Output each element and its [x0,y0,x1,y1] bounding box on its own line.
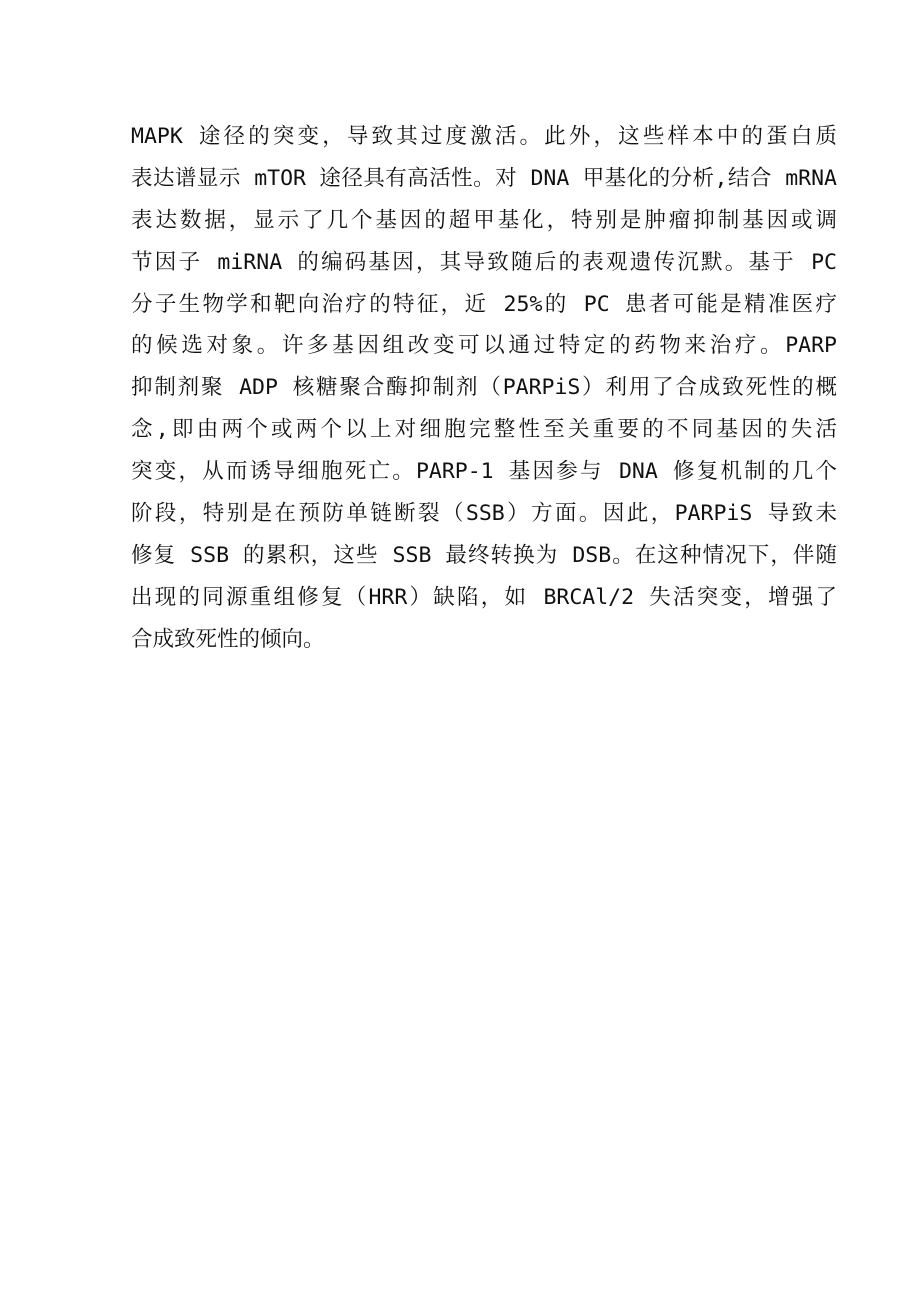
text-line: 阶段，特别是在预防单链断裂（SSB）方面。因此，PARPiS 导致未 [131,501,837,527]
text-line: 修复 SSB 的累积，这些 SSB 最终转换为 DSB。在这种情况下，伴随 [131,542,837,568]
text-line: 出现的同源重组修复（HRR）缺陷，如 BRCAl/2 失活突变，增强了 [131,584,837,610]
text-line: 表达谱显示 mTOR 途径具有高活性。对 DNA 甲基化的分析,结合 mRNA [131,165,837,191]
text-line: 抑制剂聚 ADP 核糖聚合酶抑制剂（PARPiS）利用了合成致死性的概 [131,375,837,401]
text-line: 的候选对象。许多基因组改变可以通过特定的药物来治疗。PARP [131,333,837,359]
text-line: 表达数据，显示了几个基因的超甲基化，特别是肿瘤抑制基因或调 [131,207,837,233]
body-paragraph [131,116,837,661]
text-line: 分子生物学和靶向治疗的特征，近 25%的 PC 患者可能是精准医疗 [131,291,837,317]
text-line: 节因子 miRNA 的编码基因，其导致随后的表观遗传沉默。基于 PC [131,249,837,275]
text-line: MAPK 途径的突变，导致其过度激活。此外，这些样本中的蛋白质 [131,124,837,149]
text-line-last: 合成致死性的倾向。 [131,626,325,652]
text-line: 突变，从而诱导细胞死亡。PARP-1 基因参与 DNA 修复机制的几个 [131,459,837,485]
text-line: 念,即由两个或两个以上对细胞完整性至关重要的不同基因的失活 [131,417,837,443]
